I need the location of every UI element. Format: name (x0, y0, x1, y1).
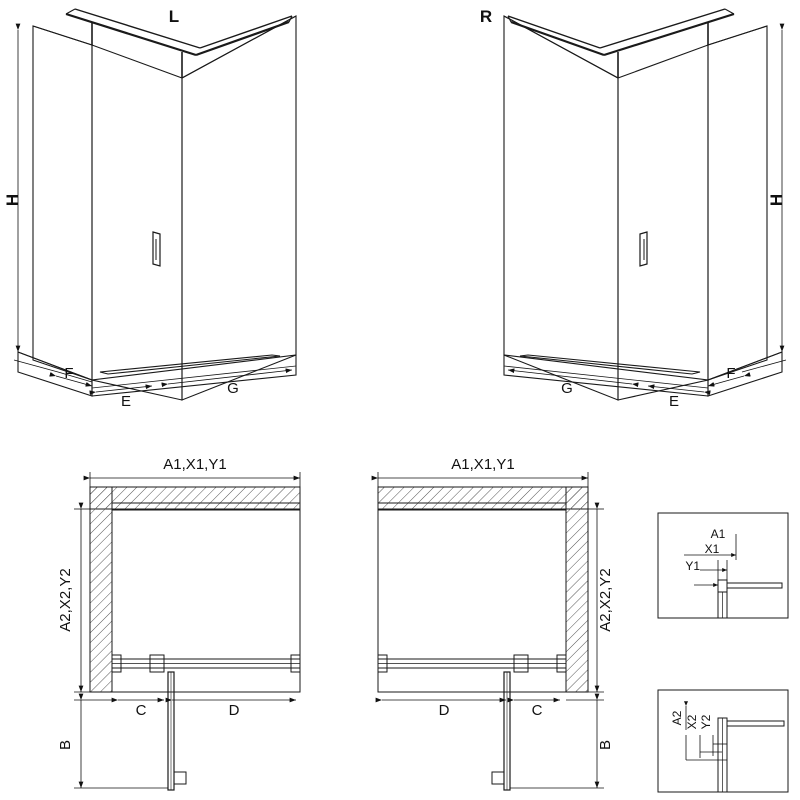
iso-left-label-f: F (64, 365, 74, 382)
iso-right-label-g: G (561, 380, 573, 397)
plan-right-dim-c: C (531, 702, 543, 719)
detail-top-dim-x1: X1 (704, 542, 720, 556)
iso-right-title: R (479, 7, 493, 26)
plan-left-dim-c: C (135, 702, 147, 719)
plan-left-top-dim-label: A1,X1,Y1 (163, 456, 227, 473)
iso-left-height-label: H (3, 193, 22, 207)
plan-right-side-dim-label: A2,X2,Y2 (597, 568, 614, 632)
detail-bottom-dim-y2: Y2 (699, 714, 713, 730)
plan-left-dim-d: D (228, 702, 240, 719)
plan-right-dim-d: D (438, 702, 450, 719)
iso-left-label-g: G (227, 380, 239, 397)
detail-bottom-dim-a2: A2 (670, 710, 684, 726)
iso-right-height-label: H (767, 193, 786, 207)
plan-left-dim-b: B (57, 739, 74, 751)
iso-left-label-e: E (120, 393, 132, 410)
plan-right-top-dim-label: A1,X1,Y1 (451, 456, 515, 473)
plan-right-dim-b: B (597, 739, 614, 751)
detail-top-dim-a1: A1 (710, 527, 726, 541)
iso-left-title: L (168, 7, 180, 26)
iso-right-label-e: E (668, 393, 680, 410)
plan-left-side-dim-label: A2,X2,Y2 (57, 568, 74, 632)
detail-bottom-dim-x2: X2 (685, 714, 699, 730)
iso-right-label-f: F (726, 365, 736, 382)
detail-top-dim-y1: Y1 (685, 559, 700, 573)
